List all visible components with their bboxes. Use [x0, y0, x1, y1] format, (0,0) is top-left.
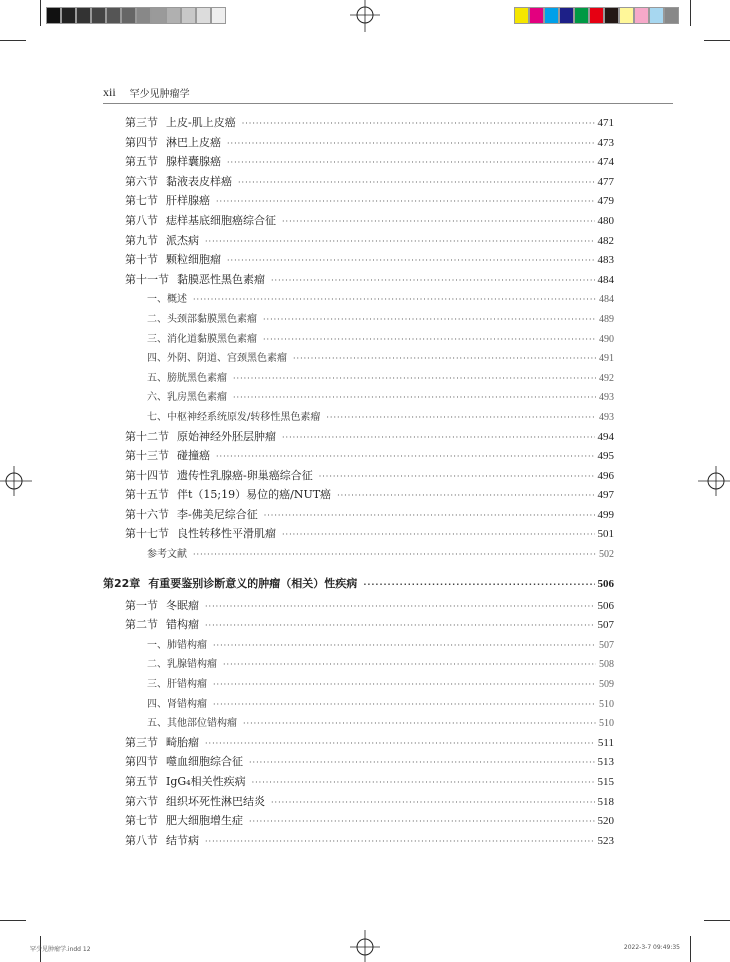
- toc-entry-label: [125, 232, 205, 248]
- toc-entry-number: 第八节: [125, 833, 158, 847]
- toc-entry-number: 第九节: [125, 233, 158, 247]
- toc-leader-dots: [242, 119, 595, 128]
- toc-subsection-entry[interactable]: [103, 349, 614, 369]
- toc-section-entry[interactable]: [103, 251, 614, 271]
- toc-entry-number: 第十五节: [125, 488, 169, 502]
- toc-page-number: 501: [597, 528, 614, 541]
- toc-entry-label: [125, 832, 205, 848]
- toc-entry-label: [147, 545, 193, 560]
- toc-entry-title: 一、概述: [147, 294, 187, 306]
- toc-entry-number: 第十一节: [125, 272, 169, 286]
- grayscale-bar: [46, 7, 226, 24]
- toc-leader-dots: [205, 837, 595, 846]
- gray-swatch: [211, 7, 226, 24]
- toc-entry-title: IgG₄相关性疾病: [166, 775, 246, 788]
- gray-swatch: [76, 7, 91, 24]
- toc-section-entry[interactable]: [103, 232, 614, 252]
- toc-section-entry[interactable]: [103, 734, 614, 754]
- toc-entry-title: 黏膜恶性黑色素瘤: [177, 272, 265, 286]
- toc-leader-dots: [252, 778, 595, 787]
- toc-entry-number: 第五节: [125, 775, 158, 788]
- toc-page-number: 506: [597, 599, 614, 612]
- footer-timestamp: 2022-3-7 09:49:35: [623, 944, 680, 951]
- gray-swatch: [136, 7, 151, 24]
- crop-mark: [0, 40, 26, 41]
- toc-entry-label: [125, 486, 337, 502]
- toc-entry-title: 原始神经外胚层肿瘤: [177, 429, 276, 443]
- toc-leader-dots: [227, 256, 595, 265]
- gray-swatch: [46, 7, 61, 24]
- toc-leader-dots: [263, 315, 596, 324]
- toc-section-entry[interactable]: [103, 173, 614, 193]
- toc-page-number: 473: [597, 136, 614, 149]
- footer-file-name: 罕少见肿瘤学.indd 12: [30, 946, 91, 953]
- toc-entry-title: 三、肝错构瘤: [147, 679, 207, 691]
- toc-entry-label: [125, 251, 227, 267]
- toc-page-number: 479: [597, 195, 614, 208]
- toc-entry-label: [147, 408, 326, 423]
- crop-mark: [690, 0, 691, 26]
- toc-entry-label: [125, 192, 216, 208]
- color-swatch: [604, 7, 619, 24]
- color-swatch: [649, 7, 664, 24]
- registration-mark-icon: [348, 928, 382, 962]
- toc-page-number: 506: [597, 577, 614, 590]
- toc-leader-dots: [216, 452, 595, 461]
- toc-entry-number: 第十六节: [125, 507, 169, 521]
- toc-page-number: 493: [599, 392, 614, 404]
- toc-entry-label: [147, 388, 233, 403]
- toc-leader-dots: [193, 295, 596, 304]
- registration-mark-icon: [0, 464, 34, 498]
- toc-section-entry[interactable]: [103, 506, 614, 526]
- crop-mark: [0, 920, 26, 921]
- toc-entry-number: 第三节: [125, 116, 158, 129]
- toc-leader-dots: [233, 393, 596, 402]
- toc-entry-number: 第四节: [125, 135, 158, 149]
- toc-entry-label: [125, 153, 227, 169]
- toc-entry-number: 第八节: [125, 213, 158, 227]
- toc-entry-number: 第六节: [125, 794, 158, 808]
- toc-leader-dots: [223, 660, 596, 669]
- toc-entry-label: [125, 447, 216, 463]
- toc-page-number: 523: [597, 834, 614, 847]
- toc-entry-label: [147, 290, 193, 305]
- toc-entry-title: 黏液表皮样癌: [166, 174, 232, 188]
- toc-page-number: 507: [597, 619, 614, 632]
- toc-entry-title: 错构瘤: [166, 618, 199, 632]
- toc-leader-dots: [216, 197, 595, 206]
- toc-leader-dots: [193, 550, 596, 559]
- toc-page-number: 508: [599, 659, 614, 671]
- toc-entry-label: [147, 655, 223, 670]
- toc-leader-dots: [233, 374, 596, 383]
- toc-page-number: 484: [597, 273, 614, 286]
- toc-page-number: 520: [597, 815, 614, 828]
- toc-entry-title: 派杰病: [166, 233, 199, 247]
- toc-entry-title: 肥大细胞增生症: [166, 814, 243, 828]
- toc-page-number: 511: [597, 736, 614, 749]
- toc-leader-dots: [205, 621, 595, 630]
- gray-swatch: [61, 7, 76, 24]
- toc-leader-dots: [205, 602, 595, 611]
- toc-subsection-entry[interactable]: [103, 655, 614, 675]
- toc-page-number: 483: [597, 254, 614, 267]
- toc-entry-label: [125, 134, 227, 150]
- toc-entry-label: [125, 212, 282, 228]
- toc-subsection-entry[interactable]: [103, 369, 614, 389]
- toc-page-number: 518: [597, 795, 614, 808]
- color-swatch: [664, 7, 679, 24]
- toc-section-entry[interactable]: [103, 467, 614, 487]
- toc-entry-label: [147, 349, 293, 364]
- gray-swatch: [196, 7, 211, 24]
- gray-swatch: [151, 7, 166, 24]
- toc-entry-number: 第一节: [125, 598, 158, 612]
- toc-leader-dots: [213, 680, 596, 689]
- gray-swatch: [121, 7, 136, 24]
- toc-leader-dots: [213, 641, 596, 650]
- toc-entry-title: 五、膀胱黑色素瘤: [147, 372, 227, 384]
- color-swatch: [574, 7, 589, 24]
- table-of-contents: [103, 114, 614, 851]
- toc-entry-title: 碰撞癌: [177, 449, 210, 463]
- toc-entry-title: 李-佛美尼综合征: [177, 507, 258, 521]
- toc-leader-dots: [243, 719, 596, 728]
- toc-entry-number: 第十二节: [125, 429, 169, 443]
- toc-entry-number: 第五节: [125, 155, 158, 169]
- header-page-number: xii: [103, 85, 116, 99]
- toc-page-number: 477: [597, 175, 614, 188]
- toc-subsection-entry[interactable]: [103, 675, 614, 695]
- toc-subsection-entry[interactable]: [103, 310, 614, 330]
- toc-entry-label: [147, 310, 263, 325]
- toc-leader-dots: [326, 413, 596, 422]
- gray-swatch: [106, 7, 121, 24]
- toc-entry-label: [125, 616, 205, 632]
- toc-page-number: 497: [597, 489, 614, 502]
- toc-entry-title: 参考文献: [147, 549, 187, 561]
- toc-entry-title: 二、乳腺错构瘤: [147, 659, 217, 671]
- toc-entry-label: [125, 734, 205, 750]
- toc-entry-title: 组织坏死性淋巴结炎: [166, 794, 265, 808]
- toc-leader-dots: [205, 237, 595, 246]
- toc-leader-dots: [282, 217, 595, 226]
- toc-leader-dots: [264, 511, 595, 520]
- toc-page-number: 494: [597, 430, 614, 443]
- toc-section-entry[interactable]: [103, 753, 614, 773]
- color-swatch: [529, 7, 544, 24]
- toc-page-number: 480: [597, 214, 614, 227]
- toc-entry-title: 畸胎瘤: [166, 735, 199, 749]
- toc-page-number: 482: [597, 234, 614, 247]
- toc-entry-label: [147, 695, 213, 710]
- toc-leader-dots: [249, 817, 595, 826]
- toc-section-entry[interactable]: [103, 525, 614, 545]
- toc-entry-number: 第十三节: [125, 449, 169, 463]
- toc-subsection-entry[interactable]: [103, 408, 614, 428]
- toc-page-number: 495: [597, 450, 614, 463]
- toc-entry-label: [147, 714, 243, 729]
- toc-entry-title: 结节病: [166, 833, 199, 847]
- toc-section-entry[interactable]: [103, 153, 614, 173]
- toc-entry-label: [103, 575, 363, 591]
- toc-subsection-entry[interactable]: [103, 714, 614, 734]
- toc-entry-label: [147, 675, 213, 690]
- toc-entry-title: 七、中枢神经系统原发/转移性黑色素瘤: [147, 411, 321, 423]
- toc-subsection-entry[interactable]: [103, 330, 614, 350]
- toc-section-entry[interactable]: [103, 616, 614, 636]
- color-swatch: [619, 7, 634, 24]
- toc-page-number: 502: [599, 549, 614, 561]
- toc-entry-label: [125, 173, 238, 189]
- toc-entry-number: 第七节: [125, 194, 158, 208]
- toc-entry-title: 五、其他部位错构瘤: [147, 718, 237, 730]
- toc-page-number: 484: [599, 294, 614, 306]
- gray-swatch: [166, 7, 181, 24]
- toc-section-entry[interactable]: [103, 812, 614, 832]
- toc-subsection-entry[interactable]: [103, 545, 614, 565]
- toc-entry-title: 噬血细胞综合征: [166, 755, 243, 769]
- toc-section-entry[interactable]: [103, 192, 614, 212]
- toc-subsection-entry[interactable]: [103, 636, 614, 656]
- toc-entry-number: 第三节: [125, 735, 158, 749]
- toc-entry-label: [147, 636, 213, 651]
- toc-section-entry[interactable]: [103, 447, 614, 467]
- toc-entry-title: 六、乳房黑色素瘤: [147, 392, 227, 404]
- toc-spacer: [103, 565, 614, 575]
- toc-entry-number: 第七节: [125, 814, 158, 828]
- toc-page-number: 510: [599, 698, 614, 710]
- toc-entry-title: 伴t（15;19）易位的癌/NUT癌: [177, 488, 332, 502]
- toc-leader-dots: [249, 758, 595, 767]
- color-swatch: [544, 7, 559, 24]
- toc-entry-title: 淋巴上皮癌: [166, 135, 221, 149]
- toc-section-entry[interactable]: [103, 134, 614, 154]
- toc-page-number: 513: [597, 756, 614, 769]
- toc-entry-label: [125, 753, 249, 769]
- toc-entry-title: 冬眠瘤: [166, 598, 199, 612]
- toc-section-entry[interactable]: [103, 428, 614, 448]
- toc-page-number: 496: [597, 469, 614, 482]
- toc-subsection-entry[interactable]: [103, 388, 614, 408]
- toc-entry-label: [125, 271, 271, 287]
- toc-section-entry[interactable]: [103, 793, 614, 813]
- toc-entry-title: 四、外阴、阴道、宫颈黑色素瘤: [147, 353, 287, 365]
- toc-subsection-entry[interactable]: [103, 695, 614, 715]
- toc-leader-dots: [293, 354, 596, 363]
- toc-leader-dots: [319, 472, 595, 481]
- toc-page-number: 490: [599, 333, 614, 345]
- gray-swatch: [91, 7, 106, 24]
- toc-page-number: 492: [599, 372, 614, 384]
- toc-leader-dots: [213, 700, 596, 709]
- toc-page-number: 499: [597, 508, 614, 521]
- toc-page-number: 491: [599, 353, 614, 365]
- toc-entry-title: 二、头颈部黏膜黑色素瘤: [147, 313, 257, 325]
- running-header: [103, 82, 673, 104]
- toc-leader-dots: [363, 580, 594, 589]
- registration-mark-icon: [348, 0, 382, 34]
- toc-leader-dots: [205, 739, 595, 748]
- toc-page-number: 510: [599, 718, 614, 730]
- toc-entry-title: 颗粒细胞瘤: [166, 253, 221, 267]
- toc-leader-dots: [271, 798, 595, 807]
- toc-entry-title: 腺样囊腺癌: [166, 155, 221, 169]
- toc-leader-dots: [282, 530, 595, 539]
- color-swatch: [634, 7, 649, 24]
- toc-section-entry[interactable]: [103, 212, 614, 232]
- toc-entry-label: [125, 793, 271, 809]
- toc-entry-label: [125, 812, 249, 828]
- toc-entry-title: 三、消化道黏膜黑色素瘤: [147, 333, 257, 345]
- toc-entry-label: [125, 597, 205, 613]
- toc-entry-title: 肝样腺癌: [166, 194, 210, 208]
- toc-leader-dots: [227, 158, 595, 167]
- toc-entry-title: 有重要鉴别诊断意义的肿瘤（相关）性疾病: [148, 576, 358, 590]
- color-swatch: [514, 7, 529, 24]
- toc-entry-number: 第22章: [103, 576, 141, 590]
- crop-mark: [40, 0, 41, 26]
- toc-leader-dots: [282, 433, 595, 442]
- toc-section-entry[interactable]: [103, 114, 614, 134]
- toc-leader-dots: [263, 335, 596, 344]
- toc-entry-title: 四、肾错构瘤: [147, 698, 207, 710]
- toc-section-entry[interactable]: [103, 271, 614, 291]
- crop-mark: [690, 936, 691, 962]
- toc-leader-dots: [238, 178, 595, 187]
- crop-mark: [704, 920, 730, 921]
- toc-entry-number: 第十四节: [125, 468, 169, 482]
- toc-page-number: 471: [597, 117, 614, 129]
- toc-entry-number: 第四节: [125, 755, 158, 769]
- color-calibration-bar: [514, 7, 679, 24]
- toc-entry-label: [125, 428, 282, 444]
- toc-entry-label: [147, 369, 233, 384]
- toc-leader-dots: [227, 139, 595, 148]
- color-swatch: [559, 7, 574, 24]
- registration-mark-icon: [696, 464, 730, 498]
- toc-subsection-entry[interactable]: [103, 290, 614, 310]
- toc-entry-label: [125, 506, 264, 522]
- toc-entry-title: 良性转移性平滑肌瘤: [177, 527, 276, 541]
- toc-page-number: 515: [597, 776, 614, 788]
- toc-leader-dots: [337, 491, 594, 500]
- toc-page-number: 474: [597, 156, 614, 169]
- toc-entry-label: [125, 525, 282, 541]
- crop-mark: [704, 40, 730, 41]
- toc-section-entry[interactable]: [103, 597, 614, 617]
- toc-entry-title: 痣样基底细胞癌综合征: [166, 213, 276, 227]
- toc-entry-label: [147, 330, 263, 345]
- toc-page-number: 507: [599, 639, 614, 651]
- toc-section-entry[interactable]: [103, 832, 614, 852]
- color-swatch: [589, 7, 604, 24]
- toc-section-entry[interactable]: [103, 773, 614, 793]
- toc-entry-title: 一、肺错构瘤: [147, 639, 207, 651]
- toc-entry-number: 第二节: [125, 618, 158, 632]
- toc-page-number: 489: [599, 313, 614, 325]
- toc-entry-label: [125, 773, 252, 789]
- toc-leader-dots: [271, 276, 595, 285]
- toc-entry-number: 第十七节: [125, 527, 169, 541]
- toc-page-number: 493: [599, 411, 614, 423]
- toc-section-entry[interactable]: [103, 486, 614, 506]
- gray-swatch: [181, 7, 196, 24]
- toc-entry-number: 第六节: [125, 174, 158, 188]
- toc-page-number: 509: [599, 679, 614, 691]
- toc-entry-title: 上皮-肌上皮癌: [166, 116, 236, 129]
- toc-entry-number: 第十节: [125, 253, 158, 267]
- toc-entry-label: [125, 114, 242, 130]
- toc-entry-title: 遗传性乳腺癌-卵巢癌综合征: [177, 468, 313, 482]
- toc-chapter-entry[interactable]: [103, 575, 614, 597]
- toc-entry-label: [125, 467, 319, 483]
- header-book-title: 罕少见肿瘤学: [129, 89, 190, 100]
